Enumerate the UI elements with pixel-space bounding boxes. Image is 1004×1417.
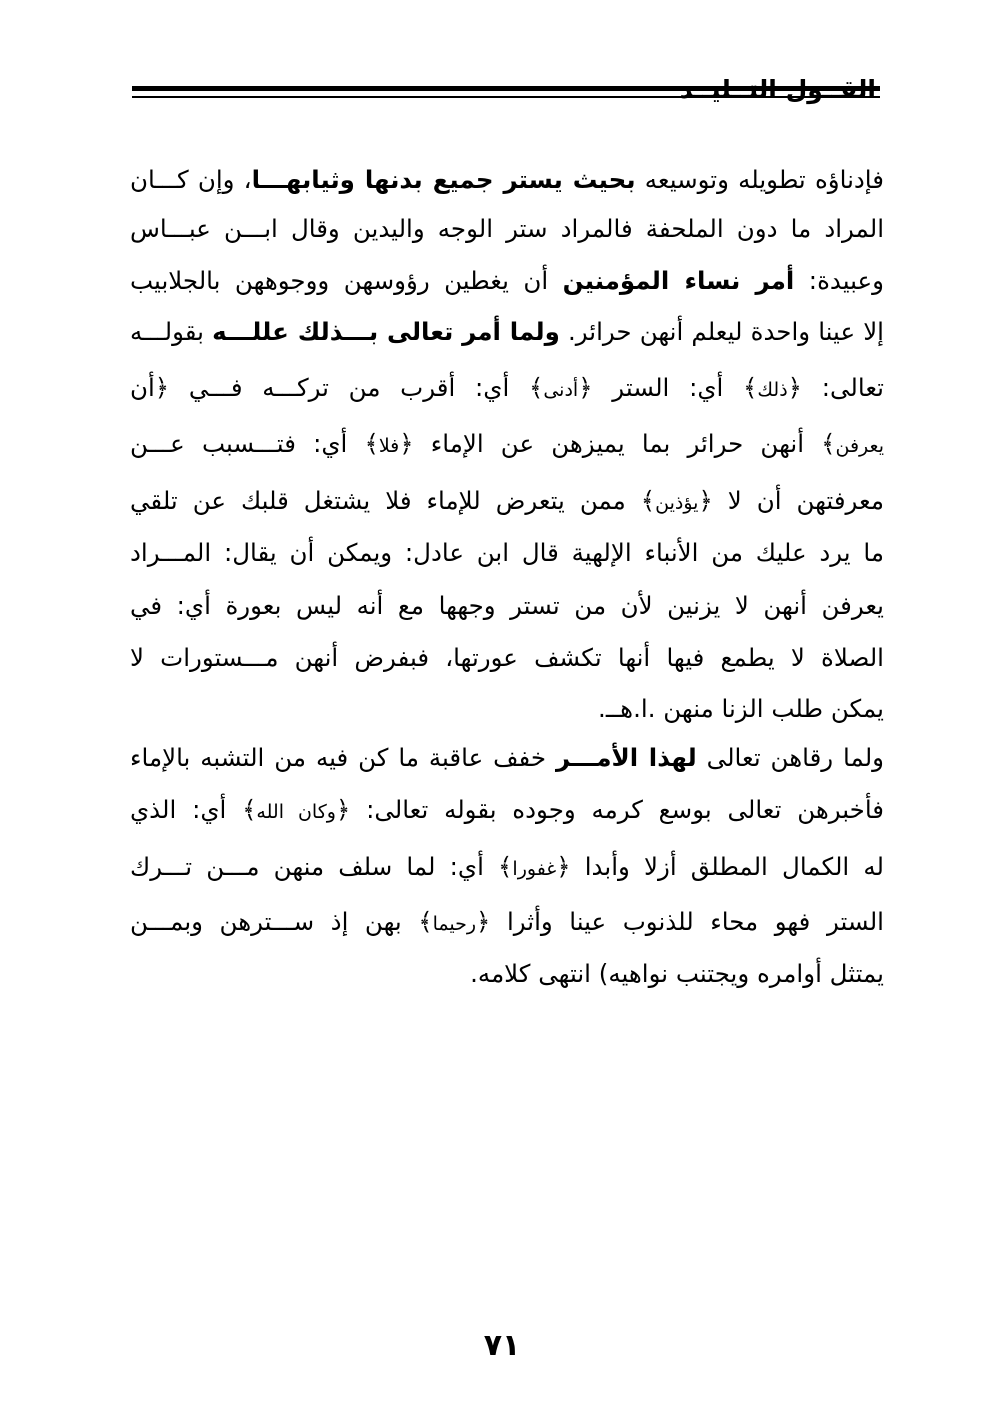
text-line [130,259,884,303]
text-line [130,845,884,889]
text-line [130,207,884,251]
text-line [130,900,884,944]
text-segment: بقولـــه [130,317,213,346]
quran-word: أدنى [543,379,579,401]
text-segment: الستر فهو محاء للذنوب عينا وأثرا ﴿ [476,907,884,936]
quran-word: وكان الله [256,801,336,823]
text-segment: تعالى: ﴿ [787,373,884,402]
text-segment: ولما رقاهن تعالى [696,743,884,772]
header-double-rule [132,86,880,98]
quran-word: فلا [378,435,400,457]
text-segment: فأخبرهن تعالى بوسع كرمه وجوده بقوله تعالى: ﴿ [335,795,884,824]
text-segment: ﴾ أنهن حرائر بما يميزهن عن الإماء ﴿ [399,429,836,458]
text-segment: ﴾ أي: أقرب من تركـــه فـــي ﴿أن [130,373,544,402]
text-segment: المراد ما دون الملحفة فالمراد ستر الوجه واليدين وقال ابـــن عبـــاس [130,214,884,243]
bold-phrase: لهذا الأمـــر [555,743,697,772]
text-segment: ﴾ أي: الذي [130,795,257,824]
text-line [130,366,884,410]
text-segment: معرفتهن أن لا ﴿ [698,486,884,515]
text-segment: ﴾ ممن يتعرض للإماء فلا يشتغل قلبك عن تلقي [130,486,656,515]
text-line [130,952,884,996]
quran-word: يؤذين [655,492,699,514]
text-line [130,422,884,466]
text-line [130,636,884,680]
bold-phrase: ولما أمر تعالى بـــذلك عللـــه [212,317,560,346]
text-line [130,687,884,731]
bold-phrase: أمر نساء المؤمنين [562,266,795,295]
text-segment: إلا عينا واحدة ليعلم أنهن حرائر. [559,317,884,346]
text-line [130,584,884,628]
running-header-title: القــول التــليــد [679,75,876,104]
text-segment: ، وإن كـــان [130,165,252,194]
text-line [130,736,884,780]
text-line [130,310,884,354]
text-segment: ﴾ أي: فتـــسبب عـــن [130,429,379,458]
text-segment: يعرفن أنهن لا يزنين لأن من تستر وجهها مع أنه ليس بعورة أي: في [130,591,884,620]
quran-word: يعرفن [835,435,884,457]
text-segment: ﴾ أي: الستر ﴿ [578,373,758,402]
text-segment: فإدناؤه تطويله وتوسيعه [635,165,884,194]
text-segment: وعبيدة: [794,266,884,295]
text-segment: ما يرد عليك من الأنباء الإلهية قال ابن عادل: ويمكن أن يقال: المـــراد [130,538,884,567]
text-segment: له الكمال المطلق أزلا وأبدا ﴿ [556,852,884,881]
text-line [130,158,884,202]
text-segment: يمتثل أوامره ويجتنب نواهيه) انتهى كلامه. [470,959,884,988]
text-line [130,788,884,832]
text-segment: يمكن طلب الزنا منهن .ا.هــ. [598,694,884,723]
text-line [130,531,884,575]
quran-word: غفورا [512,858,557,880]
text-segment: ﴾ أي: لما سلف منهن مـــن تـــرك [130,852,513,881]
text-segment: خفف عاقبة ما كن فيه من التشبه بالإماء [130,743,556,772]
text-line [130,479,884,523]
text-segment: ﴾ بهن إذ ســـترهن وبمـــن [130,907,433,936]
text-segment: الصلاة لا يطمع فيها أنها تكشف عورتها، فبفرض أنهن مـــستورات لا [130,643,884,672]
bold-phrase: بحيث يستر جميع بدنها وثيابهـــا [251,165,636,194]
quran-word: رحيما [432,913,477,935]
page-number: ٧١ [483,1328,521,1363]
quran-word: ذلك [757,379,788,401]
text-segment: أن يغطين رؤوسهن ووجوههن بالجلابيب [130,266,563,295]
